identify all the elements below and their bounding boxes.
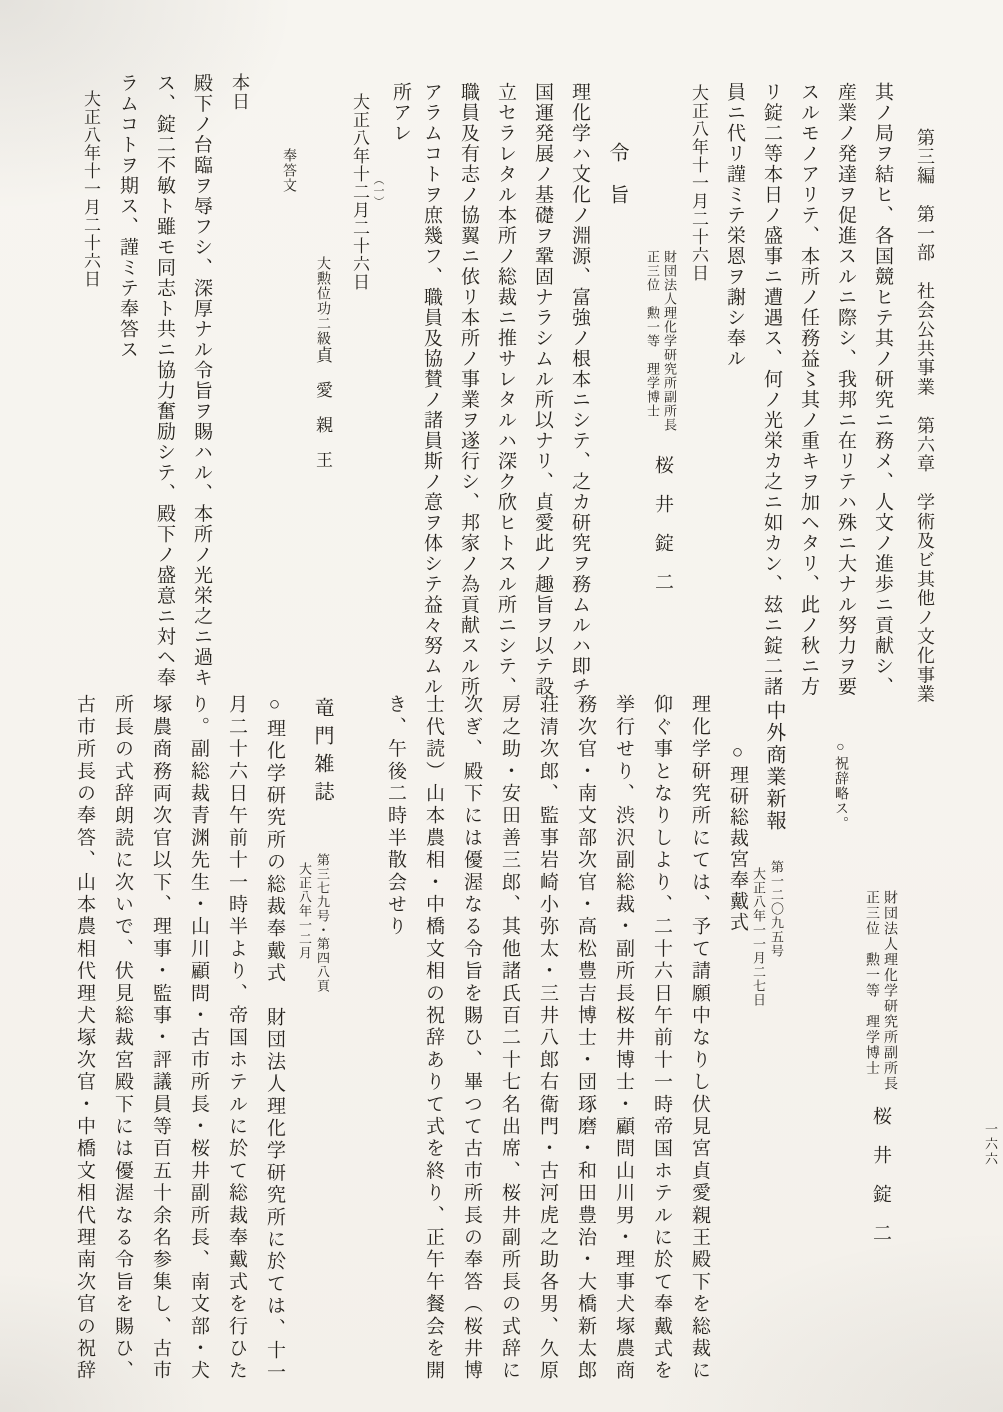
chugai-issue-date: 大正八年一一月二七日: [751, 867, 766, 1007]
hotobun-opening: 本日: [230, 73, 250, 111]
reishi-column: 理化学ハ文化ノ淵源、富強ノ根本ニシテ、之カ研究ヲ務ムルハ即チ: [569, 82, 590, 697]
chugai-signer-org: 財団法人理化学研究所副所長: [882, 890, 897, 1092]
chugai-column: き、午後二時半散会せり: [385, 694, 406, 939]
chugai-column: 理化学研究所にては、予て請願中なりし伏見宮貞愛親王殿下を総裁に: [689, 694, 710, 1383]
page-number: 一六六: [983, 1122, 998, 1167]
chugai-signer-rank: 正三位 勲一等 理学博士: [864, 890, 879, 1076]
reishi-column: 国運発展ノ基礎ヲ鞏固ナラシムル所以ナリ、貞愛此ノ趣旨ヲ以テ設: [532, 82, 553, 697]
chugai-column: 房之助・安田善三郎、其他諸氏百二十七名出席、桜井副所長の式辞に: [499, 694, 520, 1383]
chugai-issue-number: 第一二〇九五号: [769, 860, 784, 958]
hotobun-heading: 奉答文: [281, 148, 296, 193]
ryumon-column: り。副総裁青渊先生・山川顧問・古市所長・桜井副所長、南文部・犬: [188, 694, 209, 1383]
chugai-column: 士代読）山本農相・中橋文相の祝辞ありて式を終り、正午午餐会を開: [423, 694, 444, 1383]
ryumon-column: ○理化学研究所の総裁奉戴式 財団法人理化学研究所に於ては、十一: [264, 694, 285, 1385]
ryumon-column: 古市所長の奉答、山本農相代理犬塚次官・中橋文相代理南次官の祝辞: [74, 694, 95, 1383]
ryumon-column: 月二十六日午前十一時半より、帝国ホテルに於て総裁奉戴式を行ひた: [226, 694, 247, 1383]
hotobun-column: 殿下ノ台臨ヲ辱フシ、深厚ナル令旨ヲ賜ハル、本所ノ光栄之ニ過キ: [191, 73, 212, 688]
chugai-omission-note: ○祝辞略ス。: [833, 740, 848, 831]
shukuji-column: 産業ノ発達ヲ促進スルニ際シ、我邦ニ在リテハ殊ニ大ナル努力ヲ要: [835, 82, 856, 697]
shukuji-column: 員ニ代リ謹ミテ栄恩ヲ謝シ奉ル: [724, 82, 745, 369]
reishi-signer: [314, 256, 331, 469]
reishi-column: 職員及有志ノ協翼ニ依リ本所ノ事業ヲ遂行シ、邦家ノ為貢献スル所: [458, 82, 479, 697]
reishi-date-correction-note: （一）: [372, 174, 384, 207]
ryumon-column: 所長の式辞朗読に次いで、伏見総裁宮殿下には優渥なる令旨を賜ひ、: [112, 694, 133, 1383]
hotobun-column: ス、錠二不敏ト雖モ同志ト共ニ協力奮励シテ、殿下ノ盛意ニ対ヘ奉: [154, 73, 175, 688]
shukuji-column: リ錠二等本日ノ盛事ニ遭遇ス、何ノ光栄カ之ニ如カン、玆ニ錠二諸: [761, 82, 782, 697]
chugai-column: 荘清次郎、監事岩崎小弥太・三井八郎右衛門・古河虎之助各男、久原: [537, 694, 558, 1383]
chugai-source-title: 中外商業新報: [763, 700, 785, 832]
reishi-column: アラムコトヲ庶幾フ、職員及協賛ノ諸員斯ノ意ヲ体シテ益々努ムル: [421, 82, 442, 697]
reishi-column: 立セラレタル本所ノ総裁ニ推サレタルハ深ク欣ヒトスル所ニシテ、: [495, 82, 516, 697]
shukuji-date: 大正八年十一月二十六日: [689, 84, 708, 282]
reishi-heading: 令 旨: [606, 142, 628, 205]
chugai-column: 仰ぐ事となりしより、二十六日午前十一時帝国ホテルに於て奉戴式を: [651, 694, 672, 1383]
hotobun-date: 大正八年十一月二十六日: [81, 90, 100, 288]
chugai-column: 挙行せり、渋沢副総裁・副所長桜井博士・顧問山川男・理事犬塚農商: [613, 694, 634, 1383]
reishi-signer-name: 貞 愛 親 王: [313, 346, 332, 469]
shukuji-signer-org: 財団法人理化学研究所副所長: [662, 250, 677, 432]
running-header: 第三編 第一部 社会公共事業 第六章 学術及ビ其他ノ文化事業: [915, 128, 935, 704]
ryumon-issue-number: 第三七九号・第四八頁: [315, 853, 330, 993]
reishi-column: 所アレ: [390, 82, 411, 144]
reishi-signer-rank: 大勲位功二級: [315, 256, 330, 346]
shukuji-column: スルモノアリテ、本所ノ任務益〻其ノ重キヲ加ヘタリ、此ノ秋ニ方: [798, 82, 819, 697]
shukuji-column: 其ノ局ヲ結ヒ、各国競ヒテ其ノ研究ニ務メ、人文ノ進歩ニ貢献シ、: [872, 82, 893, 697]
reishi-date: 大正八年十二月二十六日: [350, 93, 369, 291]
ryumon-source-title: 竜門雑誌: [311, 697, 333, 809]
chugai-column: 次ぎ、殿下には優渥なる令旨を賜ひ、畢つて古市所長の奉答（桜井博: [461, 694, 482, 1383]
hotobun-column: ラムコトヲ期ス、謹ミテ奉答ス: [117, 73, 138, 360]
ryumon-column: 塚農商務両次官以下、理事・監事・評議員等百五十余名参集し、古市: [150, 694, 171, 1383]
chugai-article-title: ○理研総裁宮奉戴式: [727, 742, 748, 933]
shukuji-signer-name: 桜 井 錠 二: [652, 455, 673, 592]
chugai-signer-name: 桜 井 錠 二: [870, 1106, 891, 1243]
shukuji-signer-rank: 正三位 勲一等 理学博士: [645, 250, 660, 418]
ryumon-issue-date: 大正八年一二月: [297, 862, 312, 960]
chugai-column: 務次官・南文部次官・高松豊吉博士・団琢磨・和田豊治・大橋新太郎: [575, 694, 596, 1383]
